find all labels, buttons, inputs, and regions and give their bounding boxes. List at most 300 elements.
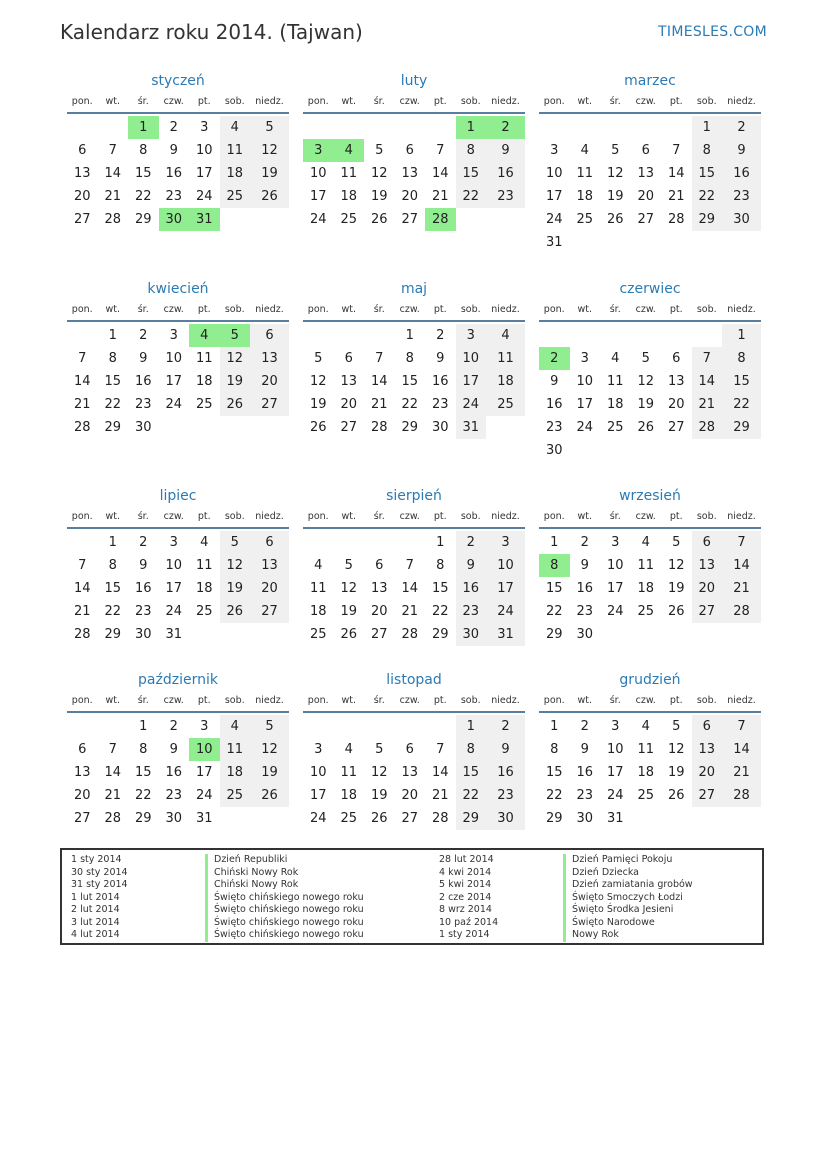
week-row	[67, 807, 289, 830]
legend-holiday-name: Chiński Nowy Rok	[205, 867, 364, 880]
week-row	[303, 577, 525, 600]
day-cell: 15	[692, 162, 723, 185]
empty-cell	[722, 807, 761, 830]
week-row	[539, 784, 761, 807]
day-cell: 25	[637, 788, 655, 803]
day-cell: 12	[220, 347, 251, 370]
day-cell: 20	[73, 788, 91, 803]
day-cell: 15	[545, 765, 563, 780]
day-cell: 7	[436, 742, 445, 757]
month-name: maj	[400, 281, 428, 297]
day-cell: 5	[611, 143, 620, 158]
day-cell: 16	[576, 765, 594, 780]
day-cell: 27	[401, 811, 419, 826]
empty-cell	[250, 807, 289, 830]
empty-cell	[67, 531, 98, 554]
day-cell: 8	[456, 139, 487, 162]
day-cell: 30	[456, 623, 487, 646]
day-cell: 12	[667, 742, 685, 757]
weekday-label: pt.	[433, 695, 447, 706]
legend-holiday-name: Święto chińskiego nowego roku	[205, 917, 364, 930]
day-cell: 20	[401, 189, 419, 204]
week-row	[539, 370, 761, 393]
day-cell: 8	[139, 143, 148, 158]
empty-cell	[220, 416, 251, 439]
month-9	[539, 485, 761, 646]
day-cell: 13	[692, 738, 723, 761]
day-cell: 18	[195, 374, 213, 389]
day-cell: 22	[545, 788, 563, 803]
day-cell: 11	[220, 139, 251, 162]
day-cell: 10	[456, 347, 487, 370]
day-cell: 2	[580, 719, 589, 734]
empty-cell	[250, 208, 289, 231]
week-row	[67, 139, 289, 162]
week-row	[303, 531, 525, 554]
day-cell: 1	[108, 535, 117, 550]
day-cell: 29	[545, 627, 563, 642]
day-cell: 9	[722, 139, 761, 162]
empty-cell	[220, 807, 251, 830]
empty-cell	[220, 623, 251, 646]
day-cell: 5	[375, 143, 384, 158]
weekday-header	[539, 507, 761, 529]
weekday-label: niedz.	[255, 304, 284, 315]
day-cell: 23	[486, 784, 525, 807]
day-cell: 9	[456, 554, 487, 577]
weekday-label: pon.	[543, 304, 565, 315]
day-cell: 1	[692, 116, 723, 139]
day-cell: 12	[370, 166, 388, 181]
weekday-label: pt.	[197, 304, 211, 315]
day-cell: 28	[667, 212, 685, 227]
day-cell: 18	[340, 189, 358, 204]
empty-cell	[631, 439, 662, 462]
holiday-day-cell: 1	[456, 116, 487, 139]
week-row	[303, 784, 525, 807]
day-cell: 7	[375, 351, 384, 366]
day-cell: 26	[250, 784, 289, 807]
day-cell: 15	[456, 761, 487, 784]
day-cell: 27	[73, 212, 91, 227]
day-cell: 21	[104, 189, 122, 204]
day-cell: 19	[370, 189, 388, 204]
weekday-label: wt.	[341, 96, 356, 107]
week-row	[67, 600, 289, 623]
day-cell: 25	[606, 420, 624, 435]
week-row	[539, 738, 761, 761]
weekday-label: śr.	[137, 96, 149, 107]
legend-holiday-date: 2 cze 2014	[439, 891, 492, 903]
day-cell: 3	[200, 120, 209, 135]
day-cell: 26	[667, 788, 685, 803]
day-cell: 5	[220, 531, 251, 554]
month-10	[67, 669, 289, 830]
day-cell: 1	[405, 328, 414, 343]
weekday-label: wt.	[105, 695, 120, 706]
month-name: styczeń	[151, 73, 205, 89]
empty-cell	[98, 116, 129, 139]
empty-cell	[661, 116, 692, 139]
day-cell: 27	[692, 600, 723, 623]
weekday-label: niedz.	[491, 511, 520, 522]
day-cell: 22	[104, 397, 122, 412]
day-cell: 25	[576, 212, 594, 227]
day-cell: 7	[108, 143, 117, 158]
day-cell: 3	[611, 535, 620, 550]
weekday-label: niedz.	[255, 511, 284, 522]
day-cell: 26	[220, 393, 251, 416]
weekday-label: śr.	[609, 511, 621, 522]
weekday-label: sob.	[224, 695, 245, 706]
day-cell: 30	[722, 208, 761, 231]
week-row	[303, 738, 525, 761]
day-cell: 23	[456, 600, 487, 623]
week-row	[539, 761, 761, 784]
empty-cell	[600, 439, 631, 462]
day-cell: 29	[431, 627, 449, 642]
week-row	[539, 554, 761, 577]
day-cell: 20	[401, 788, 419, 803]
day-cell: 23	[545, 420, 563, 435]
day-cell: 11	[637, 742, 655, 757]
day-cell: 4	[200, 535, 209, 550]
weekday-label: czw.	[635, 695, 656, 706]
empty-cell	[364, 324, 395, 347]
day-cell: 13	[250, 554, 289, 577]
weekday-label: czw.	[399, 304, 420, 315]
weekday-label: czw.	[163, 96, 184, 107]
day-cell: 22	[104, 604, 122, 619]
day-cell: 27	[370, 627, 388, 642]
day-cell: 14	[667, 166, 685, 181]
day-cell: 24	[545, 212, 563, 227]
day-cell: 11	[340, 765, 358, 780]
day-cell: 13	[250, 347, 289, 370]
day-cell: 19	[340, 604, 358, 619]
day-cell: 18	[309, 604, 327, 619]
day-cell: 17	[309, 788, 327, 803]
weekday-label: wt.	[577, 304, 592, 315]
day-cell: 21	[431, 788, 449, 803]
empty-cell	[67, 324, 98, 347]
day-cell: 22	[456, 185, 487, 208]
week-row	[303, 370, 525, 393]
day-cell: 31	[545, 235, 563, 250]
empty-cell	[303, 116, 334, 139]
day-cell: 5	[250, 116, 289, 139]
day-cell: 19	[220, 577, 251, 600]
day-cell: 4	[220, 715, 251, 738]
day-cell: 16	[576, 581, 594, 596]
legend-holiday-name: Nowy Rok	[563, 929, 693, 942]
empty-cell	[692, 231, 723, 254]
weekday-label: wt.	[341, 304, 356, 315]
day-cell: 27	[401, 212, 419, 227]
weekday-label: wt.	[105, 96, 120, 107]
legend-holiday-name: Święto chińskiego nowego roku	[205, 904, 364, 917]
day-cell: 1	[108, 328, 117, 343]
day-cell: 29	[722, 416, 761, 439]
day-cell: 29	[104, 420, 122, 435]
day-cell: 3	[550, 143, 559, 158]
day-cell: 7	[108, 742, 117, 757]
day-cell: 15	[134, 765, 152, 780]
week-row	[539, 623, 761, 646]
weekday-label: wt.	[577, 511, 592, 522]
day-cell: 1	[550, 719, 559, 734]
holiday-day-cell: 5	[220, 324, 251, 347]
day-cell: 8	[550, 742, 559, 757]
day-cell: 22	[545, 604, 563, 619]
weekday-label: pon.	[307, 304, 329, 315]
weekday-label: czw.	[163, 304, 184, 315]
day-cell: 18	[637, 765, 655, 780]
day-cell: 7	[672, 143, 681, 158]
week-row	[67, 416, 289, 439]
day-cell: 11	[220, 738, 251, 761]
day-cell: 8	[692, 139, 723, 162]
legend-holiday-date: 28 lut 2014	[439, 854, 494, 865]
empty-cell	[486, 208, 525, 231]
day-cell: 28	[370, 420, 388, 435]
empty-cell	[425, 116, 456, 139]
legend-holiday-name: Święto Smoczych Łodzi	[563, 892, 693, 905]
day-cell: 23	[576, 788, 594, 803]
weekday-label: niedz.	[255, 96, 284, 107]
day-cell: 10	[309, 166, 327, 181]
day-cell: 21	[431, 189, 449, 204]
empty-cell	[570, 116, 601, 139]
day-cell: 9	[580, 742, 589, 757]
day-cell: 30	[431, 420, 449, 435]
day-cell: 18	[220, 761, 251, 784]
weekday-label: pon.	[543, 511, 565, 522]
week-row	[539, 324, 761, 347]
weekday-label: pon.	[307, 695, 329, 706]
day-cell: 8	[108, 351, 117, 366]
day-cell: 17	[576, 397, 594, 412]
weekday-label: wt.	[577, 695, 592, 706]
day-cell: 21	[370, 397, 388, 412]
day-cell: 28	[104, 811, 122, 826]
day-cell: 30	[134, 627, 152, 642]
day-cell: 13	[73, 765, 91, 780]
day-cell: 18	[637, 581, 655, 596]
day-cell: 27	[667, 420, 685, 435]
legend-holiday-date: 31 sty 2014	[71, 879, 128, 890]
day-cell: 26	[667, 604, 685, 619]
week-row	[539, 162, 761, 185]
day-cell: 9	[580, 558, 589, 573]
day-cell: 23	[431, 397, 449, 412]
day-cell: 2	[139, 535, 148, 550]
legend-holiday-date: 5 kwi 2014	[439, 879, 492, 890]
empty-cell	[570, 439, 601, 462]
day-cell: 22	[722, 393, 761, 416]
day-cell: 26	[250, 185, 289, 208]
week-row	[539, 577, 761, 600]
empty-cell	[539, 324, 570, 347]
day-cell: 25	[309, 627, 327, 642]
day-cell: 4	[641, 719, 650, 734]
week-row	[539, 347, 761, 370]
day-cell: 8	[139, 742, 148, 757]
day-cell: 22	[431, 604, 449, 619]
empty-cell	[67, 715, 98, 738]
legend-holiday-name: Święto chińskiego nowego roku	[205, 892, 364, 905]
day-cell: 9	[436, 351, 445, 366]
month-2	[303, 70, 525, 231]
day-cell: 16	[134, 374, 152, 389]
legend-holiday-name: Święto Narodowe	[563, 917, 693, 930]
day-cell: 20	[692, 577, 723, 600]
holiday-day-cell: 4	[334, 139, 365, 162]
day-cell: 31	[456, 416, 487, 439]
day-cell: 16	[134, 581, 152, 596]
weekday-label: śr.	[373, 511, 385, 522]
day-cell: 19	[220, 370, 251, 393]
day-cell: 5	[672, 535, 681, 550]
day-cell: 8	[436, 558, 445, 573]
legend-holiday-name: Święto chińskiego nowego roku	[205, 929, 364, 942]
day-cell: 25	[220, 784, 251, 807]
week-row	[67, 761, 289, 784]
day-cell: 29	[692, 208, 723, 231]
day-cell: 3	[200, 719, 209, 734]
day-cell: 6	[692, 715, 723, 738]
legend-holiday-name: Święto Środka Jesieni	[563, 904, 693, 917]
week-row	[303, 807, 525, 830]
day-cell: 18	[195, 581, 213, 596]
day-cell: 25	[195, 397, 213, 412]
day-cell: 29	[134, 811, 152, 826]
month-7	[67, 485, 289, 646]
day-cell: 26	[220, 600, 251, 623]
weekday-label: sob.	[696, 96, 717, 107]
day-cell: 4	[641, 535, 650, 550]
day-cell: 26	[370, 811, 388, 826]
day-cell: 22	[401, 397, 419, 412]
day-cell: 25	[340, 811, 358, 826]
month-5	[303, 278, 525, 439]
weekday-label: śr.	[609, 304, 621, 315]
month-name: październik	[138, 672, 218, 688]
weekday-header	[539, 691, 761, 713]
day-cell: 14	[401, 581, 419, 596]
empty-cell	[486, 416, 525, 439]
day-cell: 14	[73, 581, 91, 596]
week-row	[67, 347, 289, 370]
day-cell: 26	[370, 212, 388, 227]
empty-cell	[600, 231, 631, 254]
weekday-label: wt.	[105, 511, 120, 522]
day-cell: 24	[606, 788, 624, 803]
day-cell: 4	[314, 558, 323, 573]
day-cell: 14	[104, 765, 122, 780]
month-name: czerwiec	[619, 281, 681, 297]
legend-right-dates	[439, 854, 498, 942]
day-cell: 20	[692, 761, 723, 784]
day-cell: 20	[250, 577, 289, 600]
day-cell: 6	[78, 742, 87, 757]
day-cell: 9	[139, 351, 148, 366]
month-name: marzec	[624, 73, 676, 89]
day-cell: 8	[722, 347, 761, 370]
week-row	[67, 554, 289, 577]
month-name: luty	[400, 73, 428, 89]
week-row	[539, 185, 761, 208]
day-cell: 14	[431, 765, 449, 780]
day-cell: 19	[667, 765, 685, 780]
weekday-label: czw.	[163, 695, 184, 706]
day-cell: 21	[667, 189, 685, 204]
day-cell: 11	[340, 166, 358, 181]
day-cell: 11	[606, 374, 624, 389]
day-cell: 16	[456, 577, 487, 600]
holiday-day-cell: 31	[189, 208, 220, 231]
day-cell: 4	[344, 742, 353, 757]
weekday-label: pt.	[669, 695, 683, 706]
day-cell: 16	[431, 374, 449, 389]
week-row	[67, 185, 289, 208]
day-cell: 30	[486, 807, 525, 830]
day-cell: 12	[220, 554, 251, 577]
day-cell: 15	[104, 374, 122, 389]
day-cell: 6	[78, 143, 87, 158]
day-cell: 30	[576, 811, 594, 826]
day-cell: 17	[309, 189, 327, 204]
page-title: Kalendarz roku 2014. (Tajwan)	[60, 20, 363, 44]
holiday-day-cell: 28	[425, 208, 456, 231]
weekday-label: śr.	[373, 304, 385, 315]
weekday-label: śr.	[137, 695, 149, 706]
weekday-label: śr.	[373, 695, 385, 706]
day-cell: 25	[637, 604, 655, 619]
day-cell: 15	[431, 581, 449, 596]
weekday-label: niedz.	[727, 96, 756, 107]
day-cell: 9	[169, 742, 178, 757]
day-cell: 7	[405, 558, 414, 573]
day-cell: 20	[667, 397, 685, 412]
day-cell: 7	[436, 143, 445, 158]
empty-cell	[303, 715, 334, 738]
day-cell: 29	[456, 807, 487, 830]
day-cell: 2	[169, 120, 178, 135]
weekday-label: pt.	[669, 96, 683, 107]
day-cell: 2	[139, 328, 148, 343]
day-cell: 3	[456, 324, 487, 347]
weekday-label: sob.	[224, 511, 245, 522]
day-cell: 28	[692, 416, 723, 439]
weekday-label: pon.	[71, 96, 93, 107]
day-cell: 12	[309, 374, 327, 389]
day-cell: 24	[309, 811, 327, 826]
day-cell: 14	[370, 374, 388, 389]
day-cell: 18	[220, 162, 251, 185]
legend-holiday-name: Chiński Nowy Rok	[205, 879, 364, 892]
legend-holiday-date: 1 sty 2014	[71, 854, 122, 865]
weekday-label: śr.	[137, 304, 149, 315]
legend-holiday-name: Dzień Republiki	[205, 854, 364, 867]
empty-cell	[425, 715, 456, 738]
day-cell: 10	[165, 558, 183, 573]
weekday-label: czw.	[399, 96, 420, 107]
weekday-header	[67, 507, 289, 529]
brand-link[interactable]: TIMESLES.COM	[658, 24, 767, 40]
weekday-label: wt.	[341, 511, 356, 522]
day-cell: 7	[692, 347, 723, 370]
